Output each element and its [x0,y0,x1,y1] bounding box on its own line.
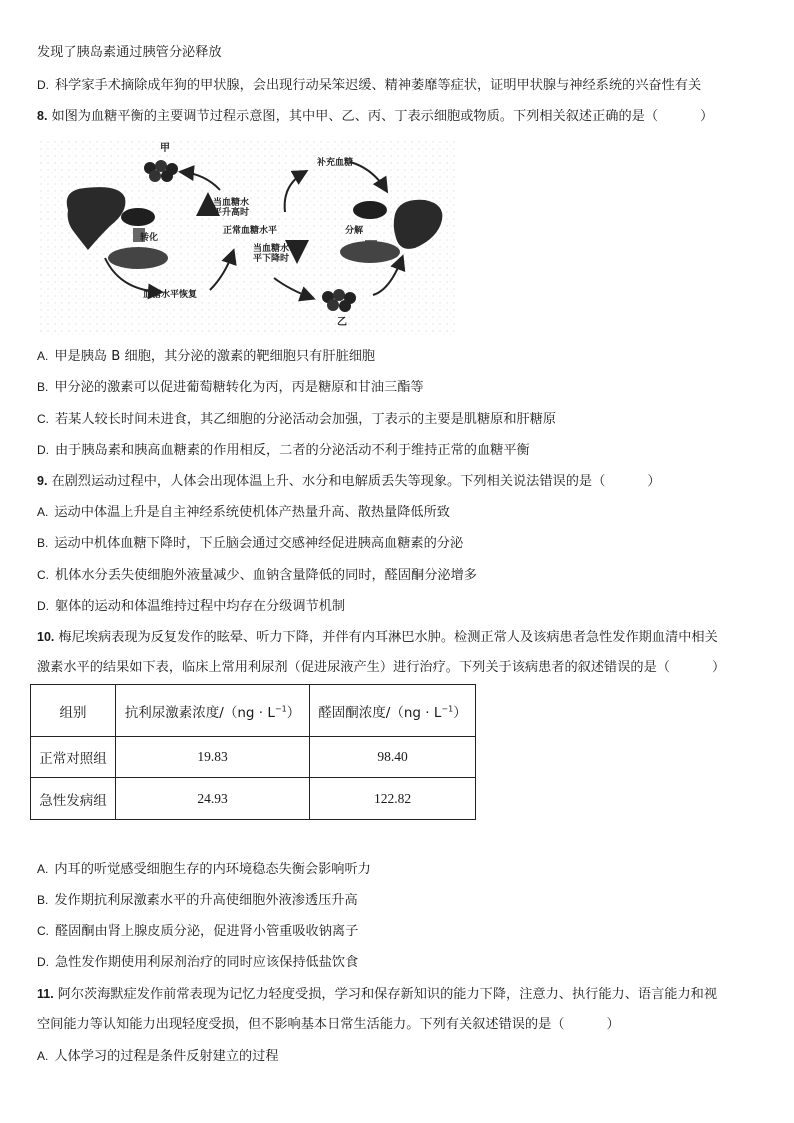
cell-shape-right-top [353,201,387,219]
question-number: 8. [37,109,48,123]
option-text: 醛固酮由肾上腺皮质分泌，促进肾小管重吸收钠离子 [55,924,359,939]
table-row [31,778,476,820]
question-10-stem-line2 [37,659,725,677]
option-text: 机体水分丢失使细胞外液量减少、血钠含量降低的同时，醛固酮分泌增多 [55,568,477,583]
table-cell: 正常对照组 [31,737,116,778]
question-11-option-a[interactable] [37,1047,279,1066]
question-10-option-d[interactable] [37,953,358,972]
table-cell: 24.93 [116,778,310,820]
answer-paren-close: ） [647,474,661,489]
cell-shape-right-bottom [340,241,400,263]
option-text: 内耳的听觉感受细胞生存的内环境稳态失衡会影响听力 [54,862,371,877]
question-10-option-b[interactable] [37,891,358,910]
continued-text-content: 发现了胰岛素通过胰管分泌释放 [37,45,222,60]
option-text: 由于胰岛素和胰高血糖素的作用相反，二者的分泌活动不利于维持正常的血糖平衡 [55,443,530,458]
fig-label-supplement: 补充血糖 [317,158,354,168]
blood-glucose-regulation-figure [40,140,455,335]
option-letter: D. [37,955,49,969]
question-9-option-c[interactable] [37,566,477,585]
question-number: 11. [37,987,54,1001]
question-10-option-c[interactable] [37,922,358,941]
question-11-stem-line1 [37,985,717,1004]
table-cell: 急性发病组 [31,778,116,820]
cell-bing-shape [121,208,155,226]
option-letter: C. [37,924,49,938]
question-11-stem-line2 [37,1016,620,1034]
fig-label-recover: 血糖水平恢复 [143,290,198,300]
answer-paren-close: ） [606,1017,620,1032]
question-number: 9. [37,474,48,488]
table-cell: 19.83 [116,737,310,778]
fig-label-rise-1: 当血糖水 [213,198,250,208]
header-text: 抗利尿激素浓度/（ng · L [124,704,275,721]
option-letter: A. [37,1049,49,1063]
continued-text [37,44,222,62]
option-letter: D. [37,443,49,457]
option-text: 人体学习的过程是条件反射建立的过程 [54,1049,279,1064]
option-text: 运动中体温上升是自主神经系统使机体产热量升高、散热量降低所致 [54,505,450,520]
table-header-cell [310,685,476,737]
option-letter: B. [37,536,49,550]
question-10-stem-line1 [37,628,718,647]
option-text: 运动中机体血糖下降时，下丘脑会通过交感神经促进胰高血糖素的分泌 [54,536,464,551]
option-text: 甲分泌的激素可以促进葡萄糖转化为丙，丙是糖原和甘油三酯等 [54,380,424,395]
fig-label-fall-1: 当血糖水 [253,244,290,254]
question-8-option-d[interactable] [37,441,530,460]
header-sup: −1 [274,704,287,713]
question-10-option-a[interactable] [37,860,371,879]
table-cell: 122.82 [310,778,476,820]
question-stem: 阿尔茨海默症发作前常表现为记忆力轻度受损，学习和保存新知识的能力下降，注意力、执行能力、语言能力和视 [57,987,718,1002]
header-text: 醛固酮浓度/（ng · L [318,704,442,721]
table-cell: 98.40 [310,737,476,778]
option-text: 若某人较长时间未进食，其乙细胞的分泌活动会加强，丁表示的主要是肌糖原和肝糖原 [55,412,557,427]
option-text: 科学家手术摘除成年狗的甲状腺，会出现行动呆笨迟缓、精神萎靡等症状，证明甲状腺与神经系统的兴奋性有关 [55,78,702,93]
question-number: 10. [37,630,55,644]
header-tail: ） [453,704,467,721]
fig-label-convert: 转化 [140,233,159,243]
option-letter: C. [37,412,49,426]
option-letter: D. [37,78,49,92]
question-stem: 如图为血糖平衡的主要调节过程示意图，其中甲、乙、丙、丁表示细胞或物质。下列相关叙述正确的是（ [51,109,659,124]
answer-paren-close: ） [712,660,726,675]
header-tail: ） [286,704,301,721]
option-letter: A. [37,505,49,519]
option-letter: A. [37,862,49,876]
question-stem: 空间能力等认知能力出现轻度受损，但不影响基本日常生活能力。下列有关叙述错误的是（ [37,1017,565,1032]
option-text: 发作期抗利尿激素水平的升高使细胞外液渗透压升高 [54,893,358,908]
question-8-option-b[interactable] [37,378,424,397]
question-stem: 梅尼埃病表现为反复发作的眩晕、听力下降，并伴有内耳淋巴水肿。检测正常人及该病患者急性发作期血清中相关 [58,630,718,645]
option-letter: C. [37,568,49,582]
question-9-option-d[interactable] [37,597,345,616]
cell-ding-shape-left [108,247,168,269]
option-text: 躯体的运动和体温维持过程中均存在分级调节机制 [55,599,346,614]
table-header-row [31,685,476,737]
fig-label-decompose: 分解 [345,226,364,236]
question-9-option-a[interactable] [37,503,450,522]
answer-paren-close: ） [700,109,714,124]
option-text: 急性发作期使用利尿剂治疗的同时应该保持低盐饮食 [55,955,359,970]
option-text: 甲是胰岛 B 细胞，其分泌的激素的靶细胞只有肝脏细胞 [54,349,376,364]
table-header-cell: 组别 [31,685,116,737]
prev-option-d [37,76,701,95]
question-8-option-c[interactable] [37,410,556,429]
question-stem: 激素水平的结果如下表，临床上常用利尿剂（促进尿液产生）进行治疗。下列关于该病患者的叙述错误的是（ [37,660,670,675]
option-letter: B. [37,893,49,907]
header-sup: −1 [441,704,454,713]
question-stem: 在剧烈运动过程中，人体会出现体温上升、水分和电解质丢失等现象。下列相关说法错误的是（ [51,474,606,489]
option-letter: B. [37,380,49,394]
option-letter: D. [37,599,49,613]
fig-label-fall-2: 平下降时 [253,254,290,264]
fig-label-rise-2: 平升高时 [213,208,250,218]
question-8-option-a[interactable] [37,347,375,366]
question-8-stem [37,107,713,126]
figure-drawing [40,140,455,335]
fig-label-jia: 甲 [160,143,170,154]
option-letter: A. [37,349,49,363]
question-9-option-b[interactable] [37,534,463,553]
question-9-stem [37,472,661,491]
table-header-cell [116,685,310,737]
fig-label-yi: 乙 [337,317,347,328]
fig-label-normal: 正常血糖水平 [223,226,278,236]
table-row [31,737,476,778]
hormone-data-table [30,684,476,820]
